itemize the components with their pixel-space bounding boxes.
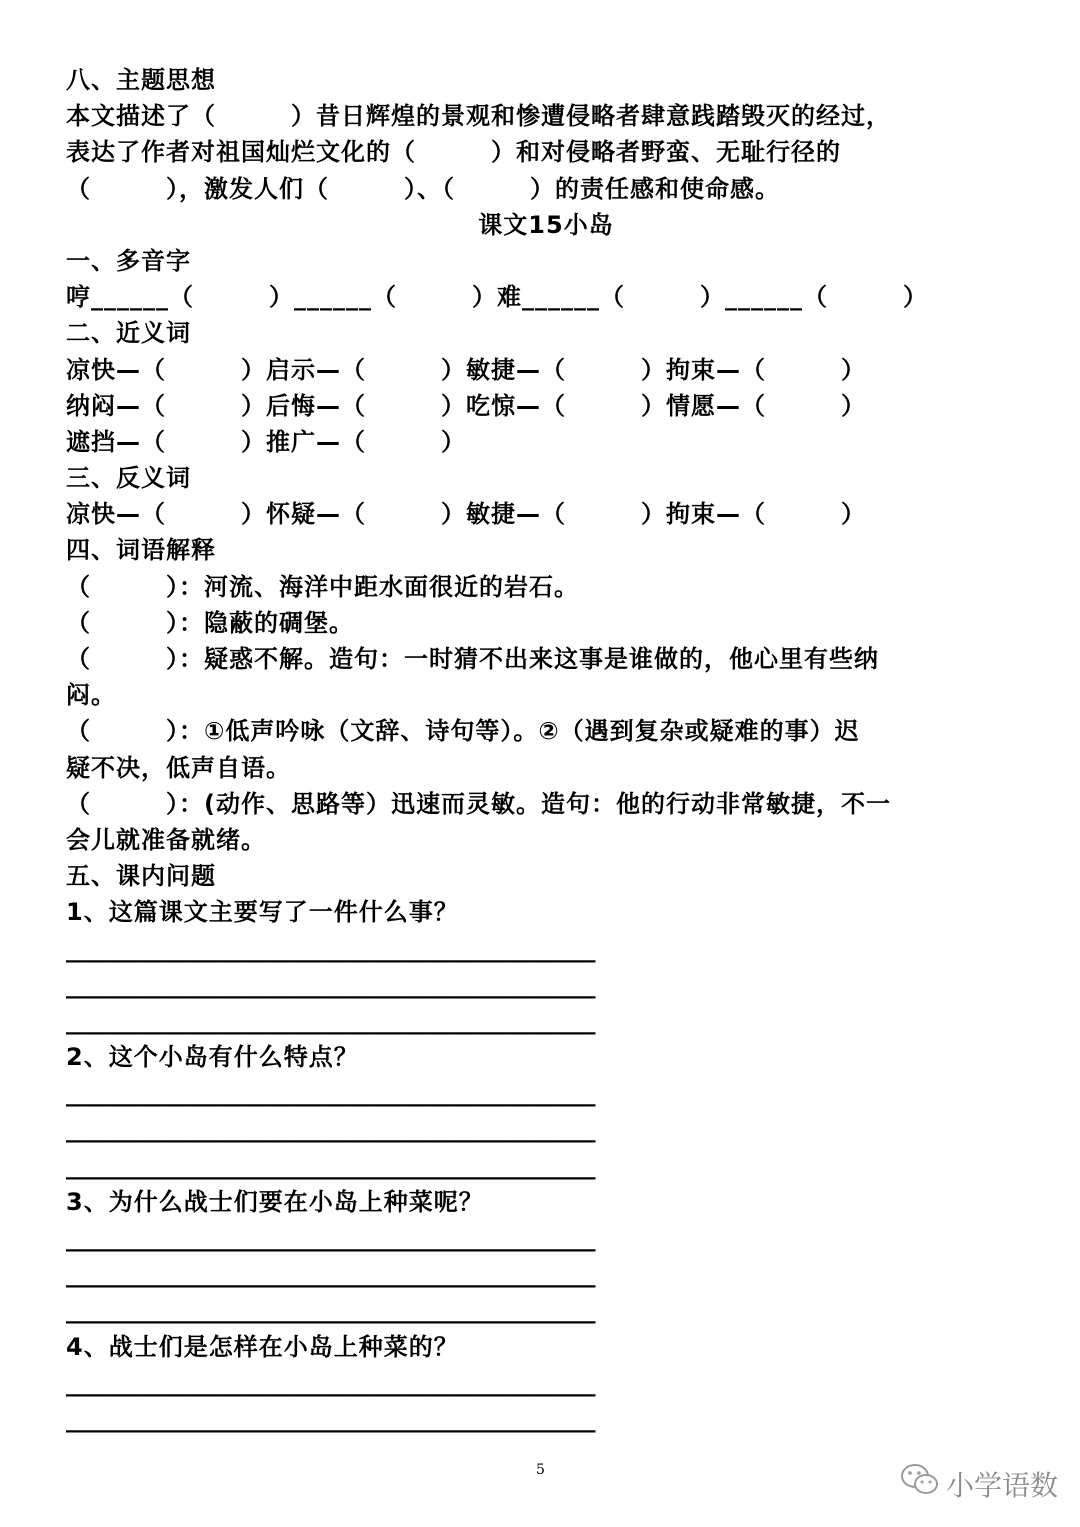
theme-text-line-3: （ ），激发人们（ ）、（ ）的责任感和使命感。 — [66, 174, 780, 203]
answer-line[interactable]: ______________________________________________ — [66, 1079, 595, 1108]
definition-5: （ ）：(动作、思路等）迅速而灵敏。造句：他的行动非常敏捷，不一 — [66, 789, 891, 818]
section-heading-definitions: 四、词语解释 — [66, 536, 216, 565]
definition-3: （ ）：疑惑不解。造句：一时猜不出来这事是谁做的，他心里有些纳 — [66, 645, 879, 673]
answer-line[interactable]: ______________________________________________ — [66, 1404, 595, 1433]
theme-text-line-1: 本文描述了（ ）昔日辉煌的景观和惨遭侵略者肆意践踏毁灭的经过， — [66, 102, 891, 131]
polyphone-exercise: 哼______（ ）______（ ）难______（ ）______（ ） — [66, 283, 928, 312]
antonym-row: 凉快—（ ）怀疑—（ ）敏捷—（ ）拘束—（ ） — [66, 500, 866, 529]
section-heading-antonyms: 三、反义词 — [66, 464, 191, 493]
definition-3-cont: 闷。 — [66, 681, 116, 710]
synonym-row-2: 纳闷—（ ）后悔—（ ）吃惊—（ ）情愿—（ ） — [66, 391, 866, 420]
wechat-icon — [900, 1462, 940, 1505]
watermark — [900, 1462, 1058, 1505]
synonym-row-1: 凉快—（ ）启示—（ ）敏捷—（ ）拘束—（ ） — [66, 355, 866, 384]
section-heading-questions: 五、课内问题 — [66, 862, 216, 891]
answer-line[interactable]: ______________________________________________ — [66, 1115, 595, 1144]
question-3: 3、为什么战士们要在小岛上种菜呢？ — [66, 1187, 484, 1216]
section-heading-polyphones: 一、多音字 — [66, 246, 191, 275]
synonym-row-3: 遮挡—（ ）推广—（ ） — [66, 427, 466, 456]
question-2: 2、这个小岛有什么特点？ — [66, 1043, 359, 1072]
answer-line[interactable]: ______________________________________________ — [66, 1006, 595, 1035]
theme-text-line-2: 表达了作者对祖国灿烂文化的（ ）和对侵略者野蛮、无耻行径的 — [66, 138, 841, 167]
answer-line[interactable]: ______________________________________________ — [66, 1368, 595, 1397]
answer-line[interactable]: ______________________________________________ — [66, 970, 595, 999]
answer-line[interactable]: ______________________________________________ — [66, 1296, 595, 1325]
definition-1: （ ）：河流、海洋中距水面很近的岩石。 — [66, 572, 579, 601]
definition-4-cont: 疑不决，低声自语。 — [66, 753, 291, 782]
section-heading-synonyms: 二、近义词 — [66, 319, 191, 348]
lesson-title: 课文15小岛 — [478, 210, 614, 239]
page-number: 5 — [536, 1462, 545, 1478]
definition-4: （ ）：①低声吟咏（文辞、诗句等）。②（遇到复杂或疑难的事）迟 — [66, 717, 860, 746]
section-heading-theme: 八、主题思想 — [66, 66, 216, 94]
answer-line[interactable]: ______________________________________________ — [66, 934, 595, 963]
definition-2: （ ）：隐蔽的碉堡。 — [66, 608, 354, 637]
question-4: 4、战士们是怎样在小岛上种菜的？ — [66, 1332, 459, 1361]
definition-5-cont: 会儿就准备就绪。 — [66, 825, 266, 854]
answer-line[interactable]: ______________________________________________ — [66, 1260, 595, 1289]
answer-line[interactable]: ______________________________________________ — [66, 1151, 595, 1180]
question-1: 1、这篇课文主要写了一件什么事？ — [66, 898, 459, 927]
worksheet-page — [66, 62, 1026, 1437]
watermark-text: 小学语数 — [946, 1468, 1059, 1502]
answer-line[interactable]: ______________________________________________ — [66, 1224, 595, 1252]
